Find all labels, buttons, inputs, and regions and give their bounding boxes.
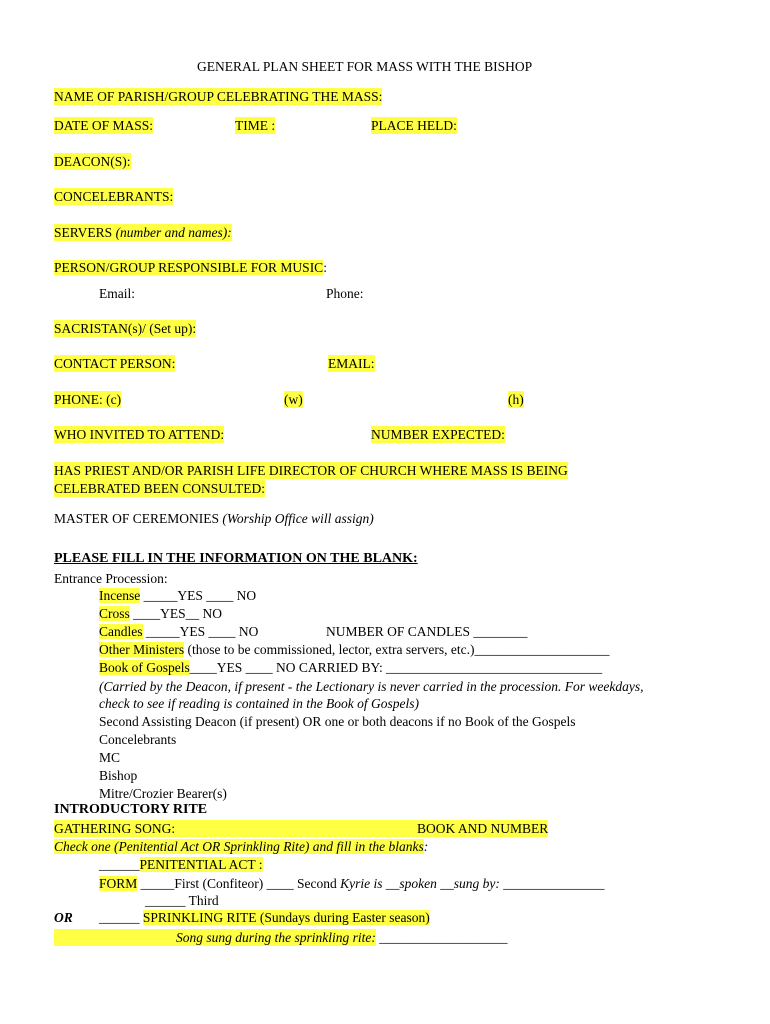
book-of-gospels-options: ____YES ____ NO CARRIED BY: ________________________________	[189, 660, 603, 675]
book-of-gospels-row	[99, 659, 602, 676]
parish-field-label: NAME OF PARISH/GROUP CELEBRATING THE MASS:	[54, 89, 383, 104]
candles-label: Candles	[99, 624, 143, 639]
mc-label: MASTER OF CEREMONIES	[54, 511, 223, 526]
music-colon: :	[323, 260, 327, 275]
form-label: FORM	[99, 876, 138, 891]
incense-options: _____YES ____ NO	[140, 588, 257, 603]
phone-w-label: (w)	[284, 392, 303, 407]
other-ministers-detail: (those to be commissioned, lector, extra servers, etc.)____________________	[184, 642, 610, 657]
bishop-line: Bishop	[99, 768, 138, 783]
mc-line: MC	[99, 750, 121, 765]
music-phone-label: Phone:	[326, 286, 364, 301]
form-options: _____First (Confiteor) ____ Second	[137, 876, 341, 891]
entrance-procession-label: Entrance Procession:	[54, 571, 168, 586]
document-title: GENERAL PLAN SHEET FOR MASS WITH THE BISHOP	[197, 59, 533, 74]
servers-note: (number and names):	[115, 225, 232, 240]
second-deacon-line: Second Assisting Deacon (if present) OR one or both deacons if no Book of the Gospels	[99, 714, 576, 729]
music-label: PERSON/GROUP RESPONSIBLE FOR MUSIC	[54, 260, 324, 275]
deacons-field-label: DEACON(S):	[54, 154, 131, 169]
book-number-label: BOOK AND NUMBER	[417, 821, 549, 836]
concelebrants-line: Concelebrants	[99, 732, 177, 747]
song-sung-blank: ___________________	[375, 930, 508, 945]
mitre-line: Mitre/Crozier Bearer(s)	[99, 786, 227, 801]
candles-number: NUMBER OF CANDLES ________	[326, 624, 528, 639]
book-of-gospels-label: Book of Gospels	[99, 660, 190, 675]
kyrie-options: Kyrie is __spoken __sung by: _______________	[340, 876, 605, 891]
check-one-line	[54, 838, 428, 855]
mc-field-label	[54, 510, 374, 527]
contact-email-label: EMAIL:	[328, 356, 375, 371]
invited-field-label: WHO INVITED TO ATTEND:	[54, 427, 225, 442]
other-ministers-row	[99, 641, 610, 658]
phone-c-label: PHONE: (c)	[54, 392, 122, 407]
penitential-blank: ______	[99, 857, 140, 872]
gathering-song-label: GATHERING SONG:	[54, 820, 417, 837]
cross-label: Cross	[99, 606, 130, 621]
place-field-label: PLACE HELD:	[371, 118, 457, 133]
consulted-line-2: CELEBRATED BEEN CONSULTED:	[54, 481, 266, 496]
contact-field-label: CONTACT PERSON:	[54, 356, 176, 371]
date-field-label: DATE OF MASS:	[54, 118, 154, 133]
music-email-label: Email:	[99, 286, 135, 301]
song-sung-label: Song sung during the sprinkling rite:	[54, 929, 376, 946]
form-row	[99, 875, 604, 892]
time-field-label: TIME :	[235, 118, 276, 133]
servers-label: SERVERS	[54, 225, 116, 240]
form-third: ______ Third	[145, 893, 219, 908]
mc-note: (Worship Office will assign)	[222, 511, 374, 526]
cross-options: ____YES__ NO	[129, 606, 223, 621]
servers-field-label	[54, 224, 232, 241]
music-field-label	[54, 259, 327, 276]
song-sung-row	[54, 929, 508, 946]
section-heading: PLEASE FILL IN THE INFORMATION ON THE BLANK:	[54, 551, 418, 566]
incense-label: Incense	[99, 588, 141, 603]
expected-field-label: NUMBER EXPECTED:	[371, 427, 505, 442]
check-one-colon: :	[423, 839, 429, 854]
gospels-note-line-2: check to see if reading is contained in the Book of Gospels)	[99, 696, 420, 711]
sprinkling-blank: ______	[99, 910, 143, 925]
gospels-note-line-1: (Carried by the Deacon, if present - the Lectionary is never carried in the procession. For weekdays,	[99, 679, 644, 694]
candles-options: _____YES ____ NO	[142, 624, 259, 639]
cross-row	[99, 605, 222, 622]
concelebrants-field-label: CONCELEBRANTS:	[54, 189, 174, 204]
check-one-text: Check one (Penitential Act OR Sprinkling Rite) and fill in the blanks	[54, 839, 424, 854]
penitential-act-row	[99, 856, 263, 873]
penitential-act-label: PENITENTIAL ACT :	[139, 857, 263, 872]
sacristan-field-label: SACRISTAN(s)/ (Set up):	[54, 321, 197, 336]
introductory-rite-heading: INTRODUCTORY RITE	[54, 802, 208, 817]
or-label: OR	[54, 910, 73, 925]
candles-row	[99, 623, 258, 640]
sprinkling-rite-label: SPRINKLING RITE (Sundays during Easter season)	[142, 910, 430, 925]
consulted-line-1: HAS PRIEST AND/OR PARISH LIFE DIRECTOR OF CHURCH WHERE MASS IS BEING	[54, 463, 568, 478]
sprinkling-row	[99, 909, 430, 926]
incense-row	[99, 587, 256, 604]
phone-h-label: (h)	[508, 392, 524, 407]
other-ministers-label: Other Ministers	[99, 642, 185, 657]
